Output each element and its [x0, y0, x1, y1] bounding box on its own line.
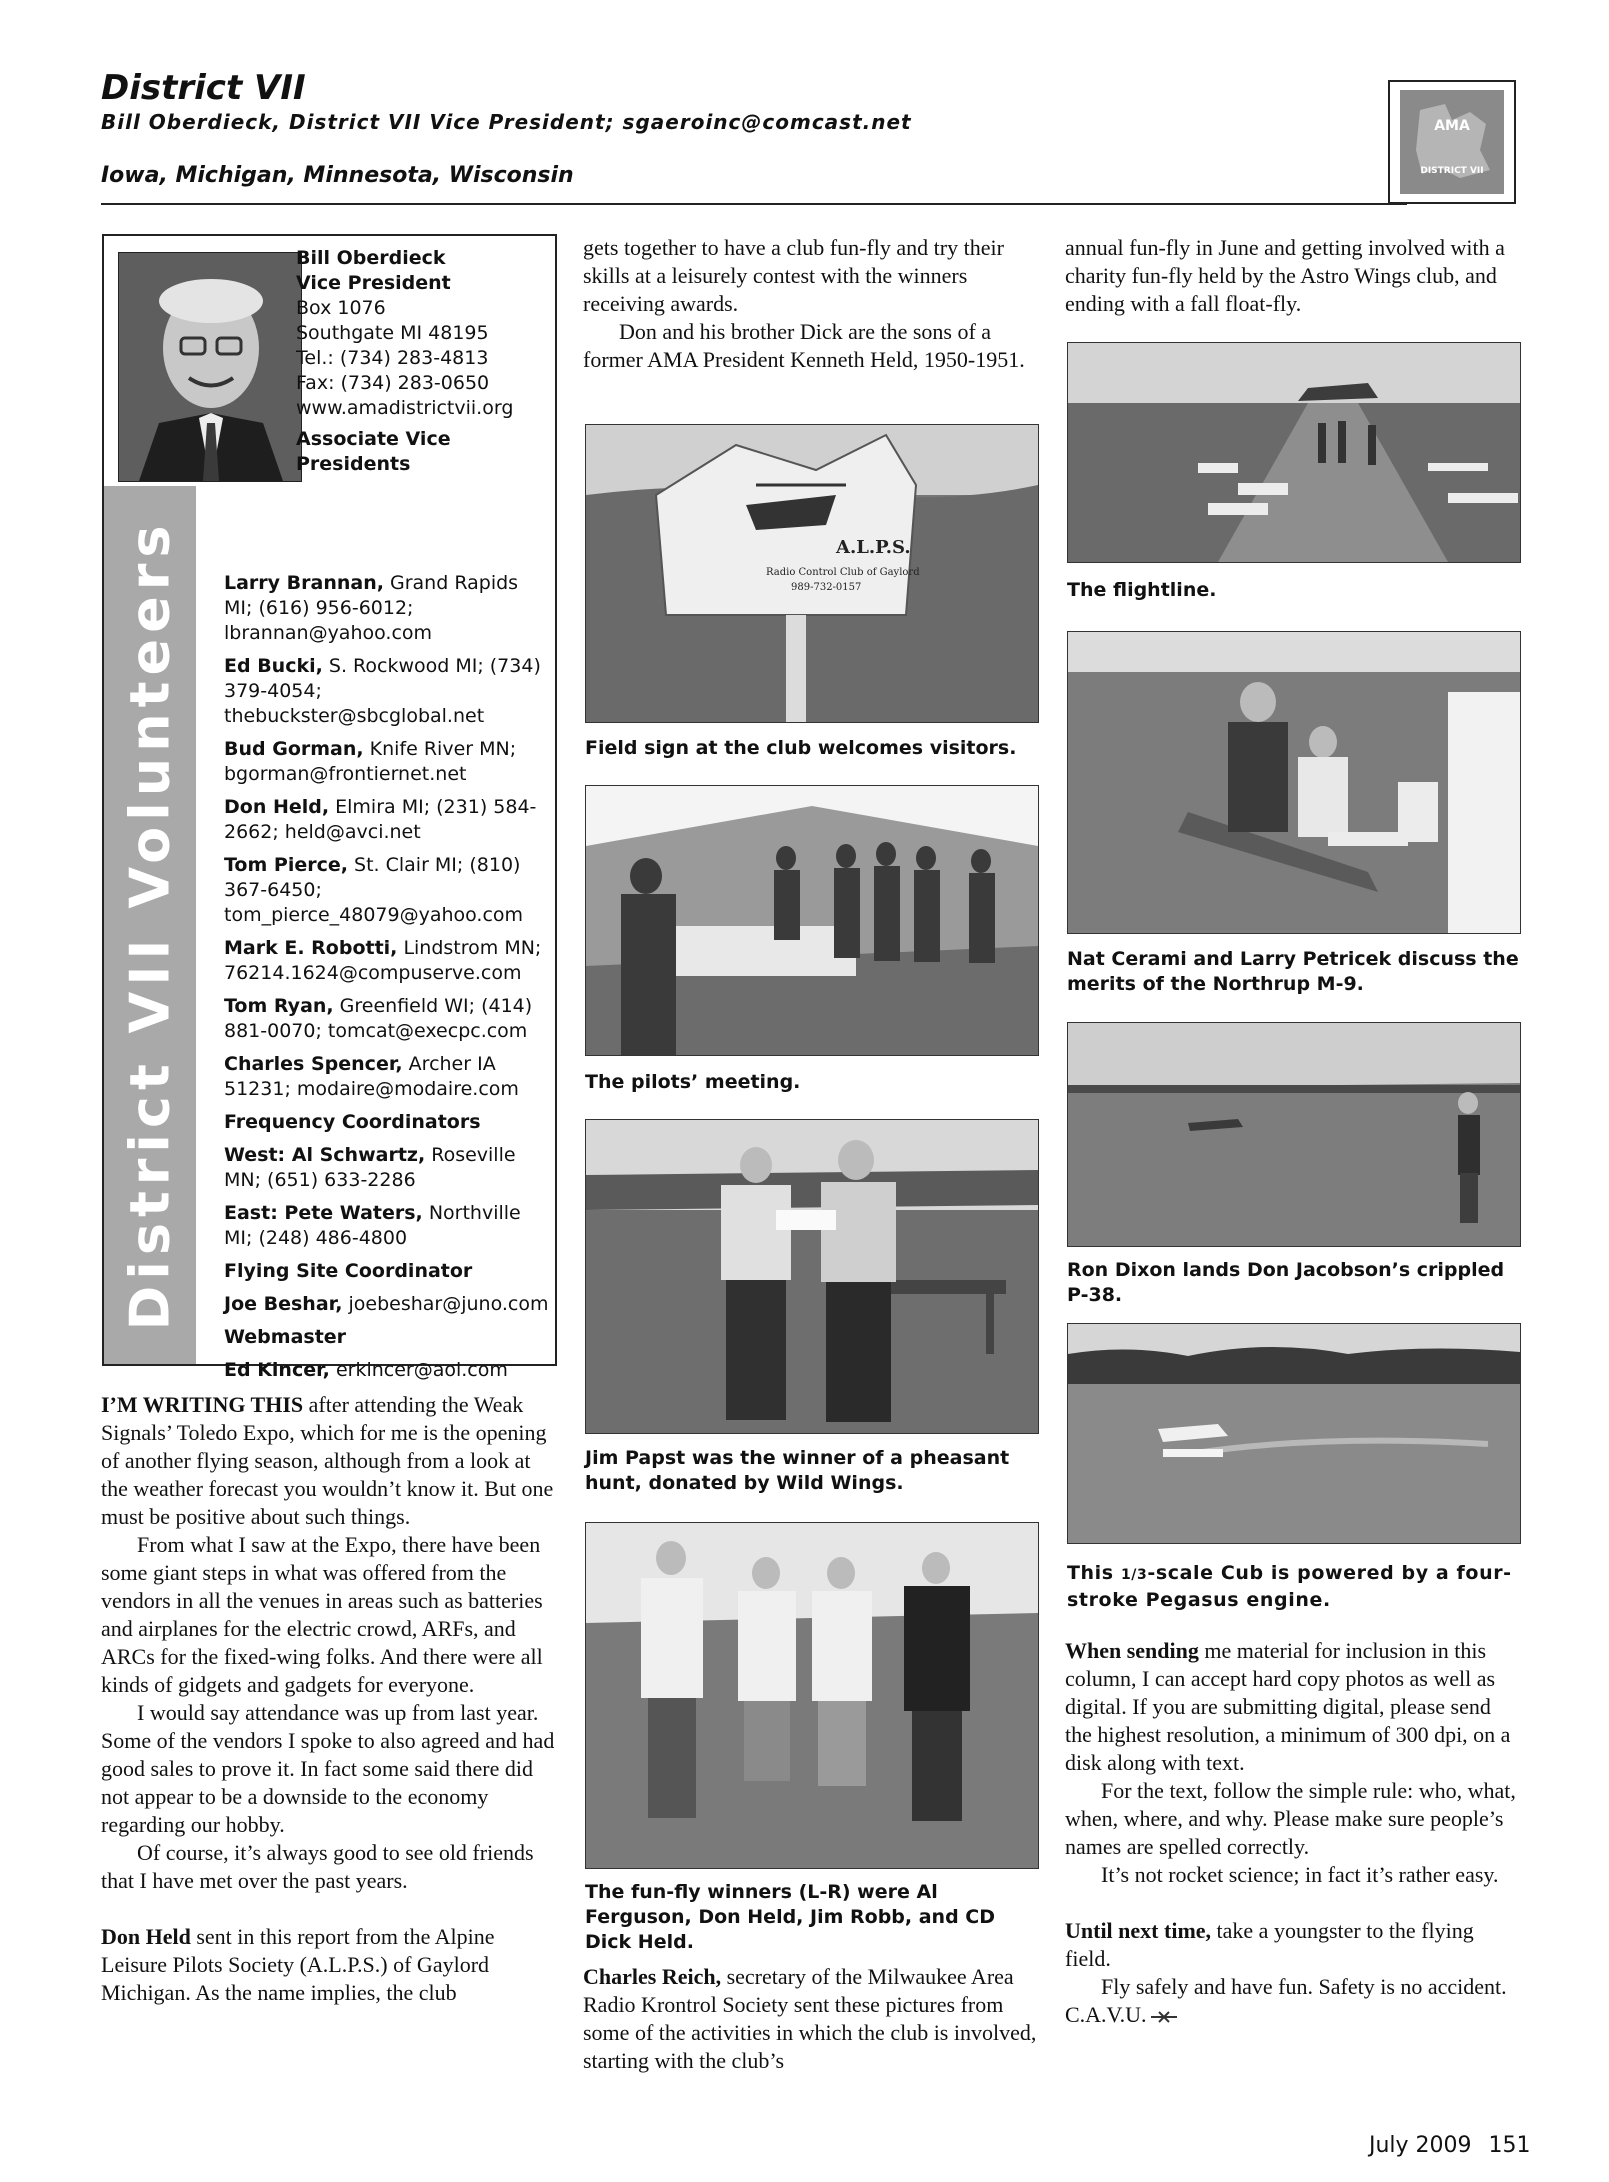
caption-cub-pre: This: [1067, 1562, 1121, 1584]
issue-date: July 2009: [1369, 2133, 1472, 2158]
northrup-m9-photo: [1067, 631, 1521, 934]
paragraph: [583, 1963, 1038, 2075]
frequency-entry: [224, 1201, 552, 1251]
volunteer-entry: [224, 1052, 552, 1102]
volunteer-details: S. Rockwood MI; (734) 379-4054; thebuckster@sbcglobal.net: [224, 655, 541, 727]
lead-in: Charles Reich,: [583, 1964, 722, 1989]
header-divider: [101, 203, 1407, 205]
vp-address-line1: Box 1076: [296, 297, 386, 319]
vp-fax: Fax: (734) 283-0650: [296, 372, 490, 394]
webmaster-details: erkincer@aol.com: [329, 1359, 508, 1381]
volunteers-band-title: District VII Volunteers: [118, 519, 182, 1331]
sign-text-club: Radio Control Club of Gaylord: [766, 567, 920, 578]
ama-sign-off-icon: [1151, 2011, 1177, 2023]
sign-text-phone: 989-732-0157: [791, 582, 862, 593]
column-2-top-text: [583, 234, 1038, 374]
volunteer-details: St. Clair MI; (810) 367-6450; tom_pierce_48079@yahoo.com: [224, 854, 524, 926]
paragraph-text: me material for inclusion in this column, I can accept hard copy photos as well as digital. If you are submitting digital, please send the highest resolution, a minimum of 300 dpi, on a disk along with text.: [1065, 1638, 1511, 1775]
frequency-name: East: Pete Waters,: [224, 1202, 423, 1224]
paragraph: annual fun-fly in June and getting involved with a charity fun-fly held by the Astro Wings club, and ending with a fall float-fly.: [1065, 235, 1505, 316]
paragraph: [1065, 1637, 1520, 1777]
paragraph: Of course, it’s always good to see old friends that I have met over the past years.: [101, 1840, 534, 1893]
webmaster-name: Ed Kincer,: [224, 1359, 330, 1381]
caption-flightline: The flightline.: [1067, 579, 1217, 601]
logo-ama-text: AMA: [1434, 118, 1470, 134]
volunteer-details: Lindstrom MN; 76214.1624@compuserve.com: [224, 937, 542, 984]
caption-cub: [1067, 1561, 1527, 1613]
frequency-details: Roseville MN; (651) 633-2286: [224, 1144, 516, 1191]
volunteer-name: Charles Spencer,: [224, 1053, 403, 1075]
volunteer-name: Mark E. Robotti,: [224, 937, 398, 959]
volunteer-name: Ed Bucki,: [224, 655, 323, 677]
volunteer-entry: [224, 737, 552, 787]
site-coordinator-name: Joe Beshar,: [224, 1293, 343, 1315]
vp-website: www.amadistrictvii.org: [296, 397, 514, 419]
paragraph: [1065, 1973, 1520, 2029]
paragraph: From what I saw at the Expo, there have been some giant steps in what was offered from the vendors in all the venues in areas such as batteries and airplanes for the electric crowd, ARFs, and ARCs for the fixed-wing folks. And there were all kinds of gidgets and gadgets for everyone.: [101, 1532, 543, 1697]
caption-pilots-meeting: The pilots’ meeting.: [585, 1071, 801, 1093]
vp-role: Vice President: [296, 272, 451, 294]
paragraph: For the text, follow the simple rule: who, what, when, where, and why. Please make sure people’s names are spelled correctly.: [1065, 1778, 1516, 1859]
vice-president-line: Bill Oberdieck, District VII Vice President; sgaeroinc@comcast.net: [101, 110, 912, 134]
frequency-details: Northville MI; (248) 486-4800: [224, 1202, 521, 1249]
caption-field-sign: Field sign at the club welcomes visitors.: [585, 737, 1017, 759]
webmaster-heading: Webmaster: [224, 1326, 347, 1348]
paragraph: [101, 1391, 556, 1531]
ama-district-logo: [1388, 80, 1516, 204]
caption-cub-rest: -scale Cub is powered by a four-stroke Pegasus engine.: [1067, 1562, 1512, 1611]
caption-pheasant-winner: Jim Papst was the winner of a pheasant hunt, donated by Wild Wings.: [585, 1447, 1010, 1494]
volunteer-entry: [224, 654, 552, 729]
column-3-top-text: [1065, 234, 1520, 318]
paragraph-text: Fly safely and have fun. Safety is no accident. C.A.V.U.: [1065, 1974, 1507, 2027]
site-coordinator-details: joebeshar@juno.com: [342, 1293, 549, 1315]
paragraph: It’s not rocket science; in fact it’s rather easy.: [1101, 1862, 1499, 1887]
paragraph-text: take a youngster to the flying field.: [1065, 1918, 1474, 1971]
lead-in: I’M WRITING THIS: [101, 1392, 304, 1417]
column-2-bottom-text: [583, 1963, 1038, 2075]
column-3-bottom-text: [1065, 1637, 1520, 2029]
p38-landing-photo: [1067, 1022, 1521, 1247]
vp-name: Bill Oberdieck: [296, 247, 446, 269]
webmaster-entry: [224, 1358, 552, 1383]
site-coordinator-heading: Flying Site Coordinator: [224, 1260, 473, 1282]
volunteer-name: Larry Brannan,: [224, 572, 384, 594]
sign-text-alps: A.L.P.S.: [836, 537, 911, 558]
paragraph: [101, 1923, 556, 2007]
caption-funfly-winners: The fun-fly winners (L-R) were Al Ferguson, Don Held, Jim Robb, and CD Dick Held.: [585, 1881, 996, 1953]
volunteer-details: Knife River MN; bgorman@frontiernet.net: [224, 738, 517, 785]
volunteer-details: Archer IA 51231; modaire@modaire.com: [224, 1053, 519, 1100]
paragraph-text: sent in this report from the Alpine Leisure Pilots Society (A.L.P.S.) of Gaylord Michigan. As the name implies, the club: [101, 1924, 495, 2005]
volunteer-details: Greenfield WI; (414) 881-0070; tomcat@execpc.com: [224, 995, 533, 1042]
volunteer-entry: [224, 571, 552, 646]
volunteer-entry: [224, 795, 552, 845]
volunteer-name: Tom Pierce,: [224, 854, 348, 876]
paragraph: Don and his brother Dick are the sons of a former AMA President Kenneth Held, 1950-1951.: [583, 319, 1025, 372]
funfly-winners-photo: [585, 1522, 1039, 1869]
frequency-entry: [224, 1143, 552, 1193]
pilots-meeting-photo: [585, 785, 1039, 1056]
volunteer-details: Elmira MI; (231) 584-2662; held@avci.net: [224, 796, 537, 843]
pheasant-winner-photo: [585, 1119, 1039, 1434]
vp-address-line2: Southgate MI 48195: [296, 322, 489, 344]
volunteer-name: Tom Ryan,: [224, 995, 334, 1017]
volunteer-entry: [224, 853, 552, 928]
frequency-name: West: Al Schwartz,: [224, 1144, 426, 1166]
paragraph: I would say attendance was up from last year. Some of the vendors I spoke to also agreed and had good sales to prove it. In fact some said there did not appear to be a downside to the economy regarding our hobby.: [101, 1700, 555, 1837]
volunteer-name: Don Held,: [224, 796, 330, 818]
paragraph: [1065, 1917, 1520, 1973]
volunteer-name: Bud Gorman,: [224, 738, 364, 760]
district-title: District VII: [101, 68, 306, 108]
volunteer-details: Grand Rapids MI; (616) 956-6012; lbrannan@yahoo.com: [224, 572, 519, 644]
district-states: Iowa, Michigan, Minnesota, Wisconsin: [101, 163, 574, 188]
caption-p38: Ron Dixon lands Don Jacobson’s crippled P-38.: [1067, 1259, 1505, 1306]
page-footer: [1369, 2133, 1531, 2158]
paragraph: gets together to have a club fun-fly and try their skills at a leisurely contest with the winners receiving awards.: [583, 235, 1004, 316]
site-coordinator-entry: [224, 1292, 552, 1317]
frequency-heading: Frequency Coordinators: [224, 1111, 481, 1133]
field-sign-photo: [585, 424, 1039, 723]
paragraph-text: secretary of the Milwaukee Area Radio Krontrol Society sent these pictures from some of the activities in which the club is involved, starting with the club’s: [583, 1964, 1037, 2073]
volunteers-box: [102, 234, 557, 1381]
logo-district-text: DISTRICT VII: [1420, 166, 1484, 176]
caption-northrup: Nat Cerami and Larry Petricek discuss the merits of the Northrup M-9.: [1067, 948, 1519, 995]
caption-cub-fraction: 1/3: [1120, 1567, 1148, 1583]
lead-in: When sending: [1065, 1638, 1199, 1663]
volunteer-entry: [224, 994, 552, 1044]
flightline-photo: [1067, 342, 1521, 563]
avp-heading: Associate Vice Presidents: [296, 428, 451, 475]
volunteer-entry: [224, 936, 552, 986]
page-number: 151: [1488, 2133, 1531, 2158]
paragraph-text: after attending the Weak Signals’ Toledo Expo, which for me is the opening of another flying season, although from a look at the weather forecast you wouldn’t know it. But one must be positive about such things.: [101, 1392, 554, 1529]
lead-in: Don Held: [101, 1924, 191, 1949]
cub-float-photo: [1067, 1323, 1521, 1544]
lead-in: Until next time,: [1065, 1918, 1212, 1943]
volunteers-band: [104, 486, 196, 1364]
column-1-text: [101, 1391, 556, 2007]
vp-tel: Tel.: (734) 283-4813: [296, 347, 489, 369]
